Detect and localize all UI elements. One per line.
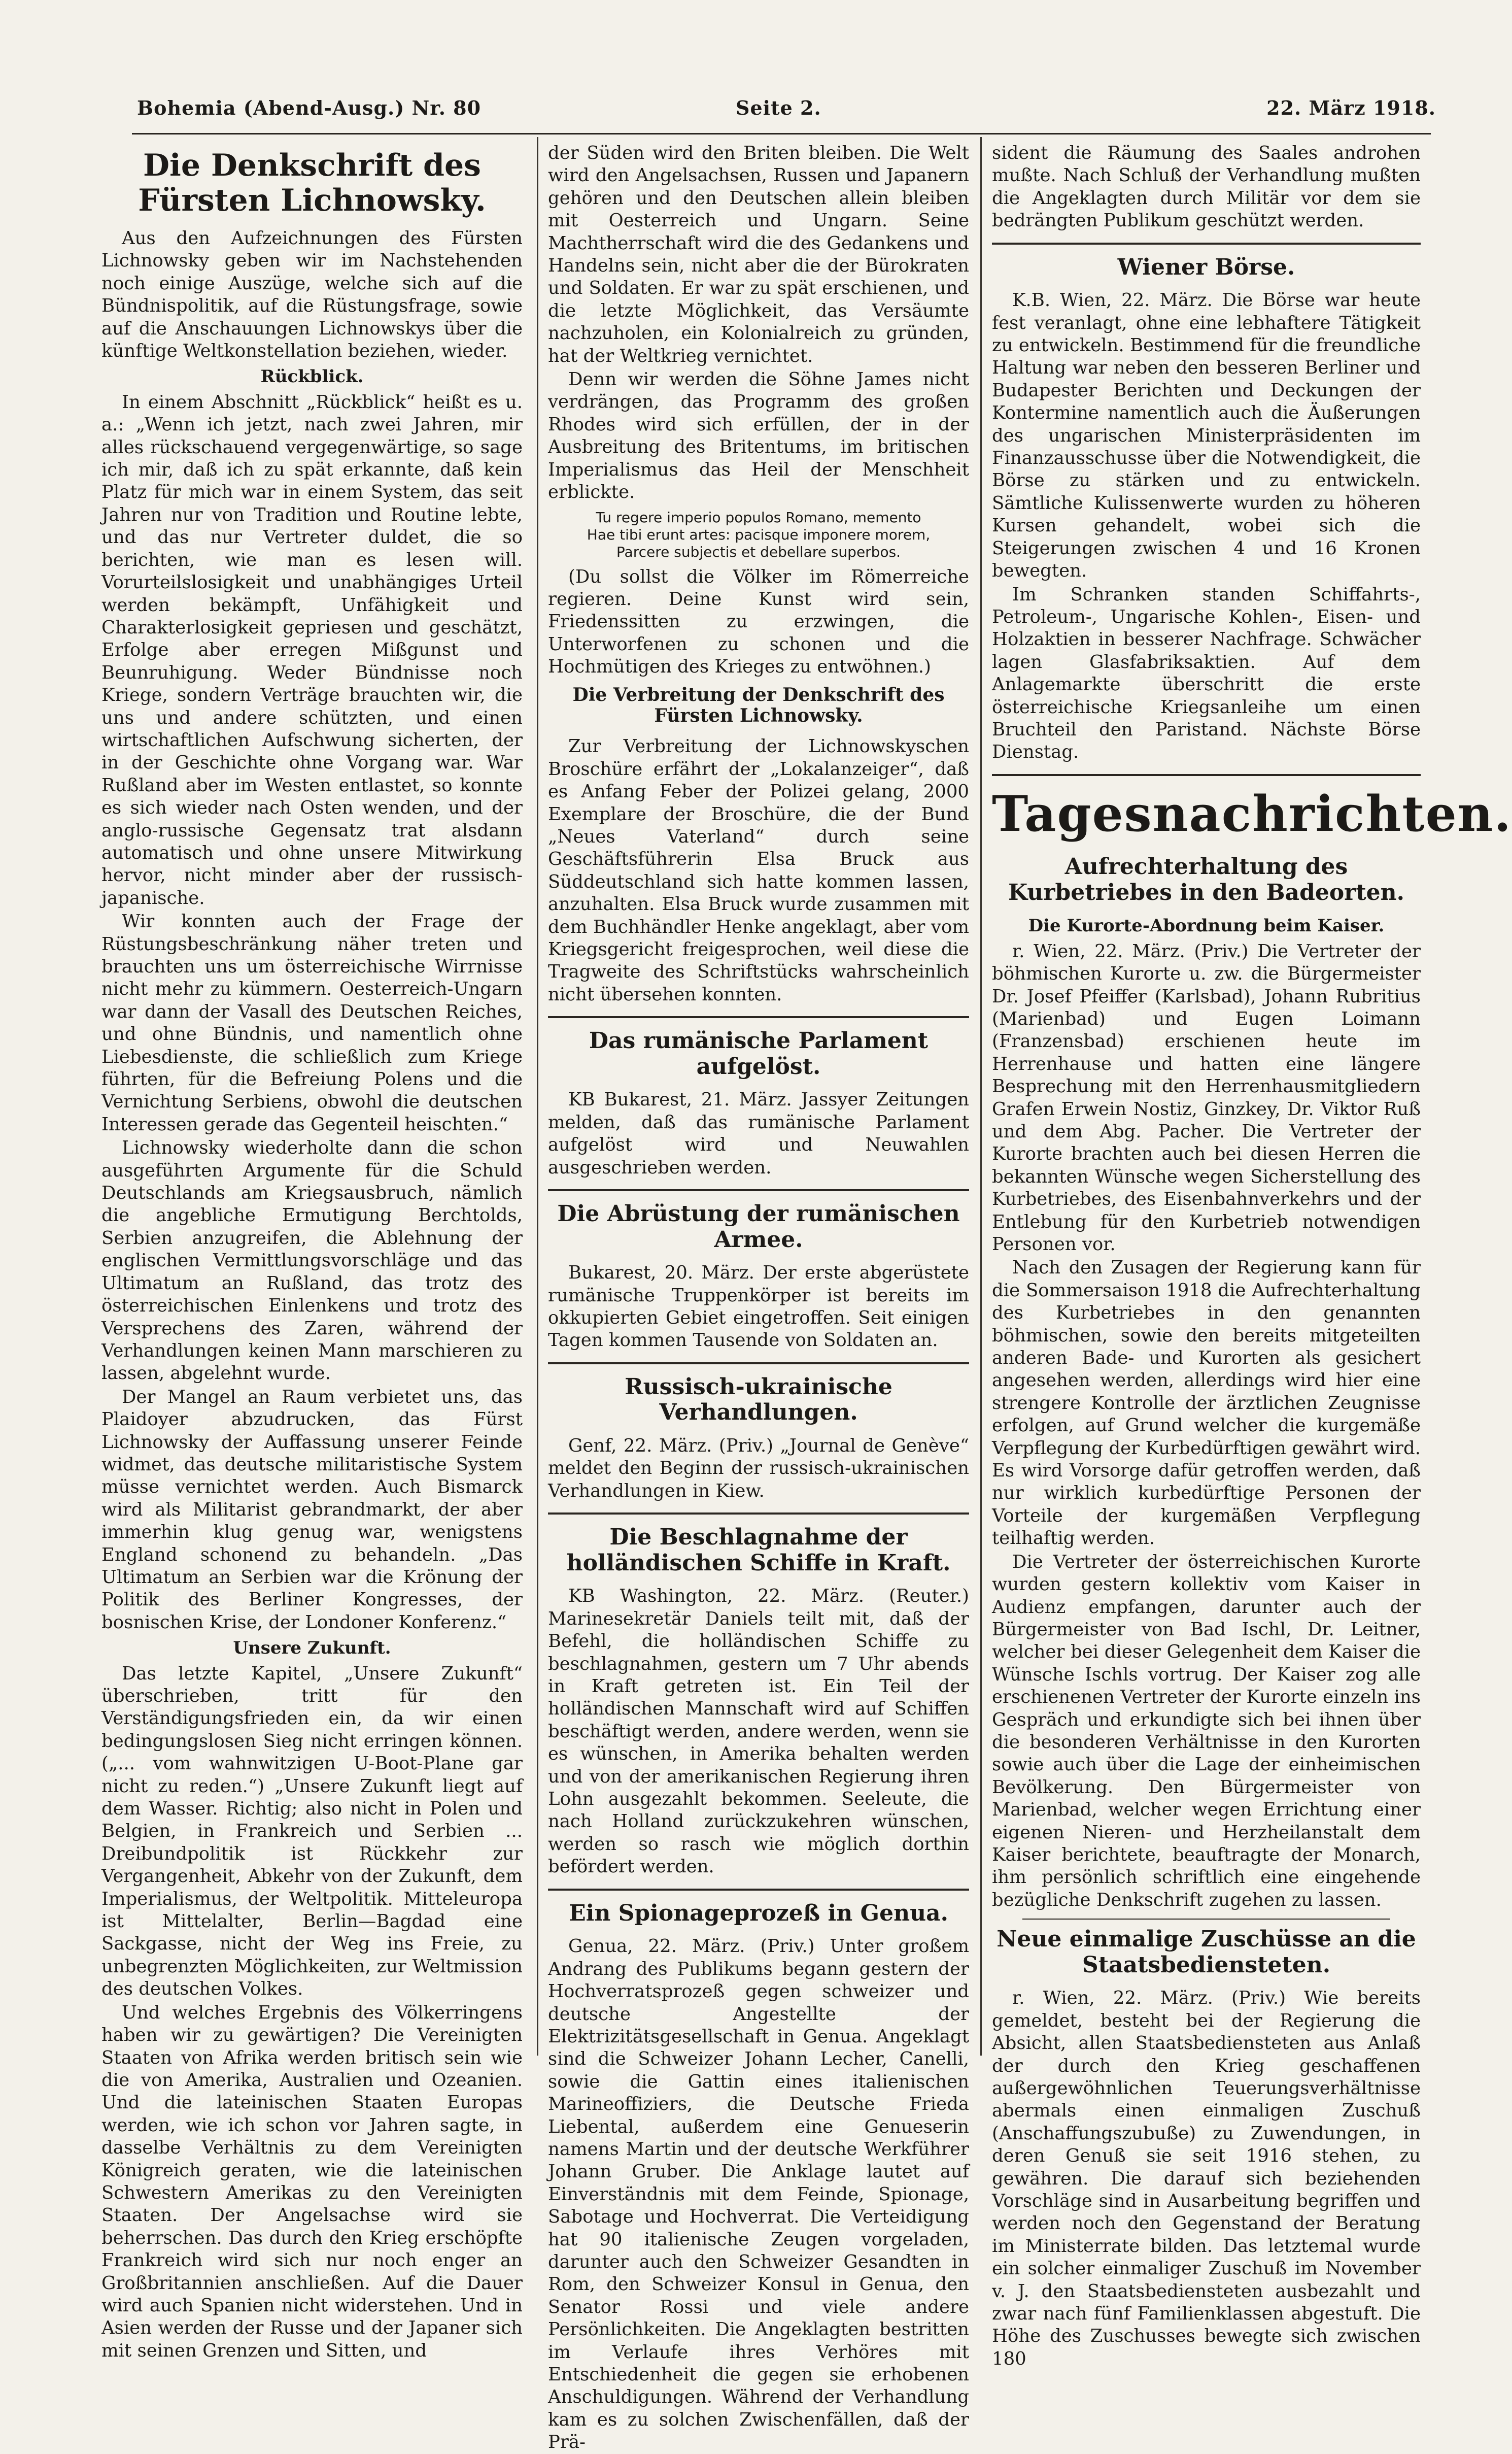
paragraph: Genf, 22. März. (Priv.) „Journal de Genève“ meldet den Beginn der russisch-ukrainischen Verhandlungen in Kiew.	[548, 1435, 969, 1501]
article-title-lichnowsky: Die Denkschrift des Fürsten Lichnowsky.	[138, 148, 486, 218]
paragraph: Der Mangel an Raum verbietet uns, das Plaidoyer abzudrucken, das Fürst Lichnowsky der Auffassung unserer Feinde widmet, das deutsche militaristische System müsse vernichtet werden. Auch Bismarck wird als Militarist gebrandmarkt, der aber immerhin klug genug war, wenigstens England schonend zu behandeln. „Das Ultimatum an Serbien war die Krönung der Politik des Berliner Kongresses, der bosnischen Krise, der Londoner Konferenz.“	[101, 1386, 523, 1633]
headline-parlament: Das rumänische Parlament aufgelöst.	[589, 1028, 929, 1080]
headline-zuschuesse: Neue einmalige Zuschüsse an die Staatsbediensteten.	[996, 1926, 1416, 1978]
header-rule	[132, 133, 1431, 135]
article-separator	[548, 1889, 969, 1891]
article-separator	[548, 1189, 969, 1191]
subheading-rueckblick: Rückblick.	[260, 366, 364, 387]
headline-boerse: Wiener Börse.	[1117, 254, 1295, 280]
paragraph: Zur Verbreitung der Lichnowskyschen Broschüre erfährt der „Lokalanzeiger“, daß es Anfang Feber der Polizei gelang, 2000 Exemplare der Broschüre, die der Bund „Neues Vaterland“ durch seine Geschäftsführerin Elsa Bruck aus Süddeutschland sich hatte kommen lassen, anzuhalten. Elsa Bruck wurde zusammen mit dem Buchhändler Henke angeklagt, aber vom Kriegsgericht freigesprochen, weil diese die Tragweite des Schriftstücks wahrscheinlich nicht übersehen konnten.	[548, 736, 969, 1005]
paragraph: (Du sollst die Völker im Römerreiche regieren. Deine Kunst wird sein, Friedenssitten zu erzwingen, die Unterworfenen zu schonen und die Hochmütigen des Krieges zu entwöhnen.)	[548, 566, 969, 678]
paragraph: r. Wien, 22. März. (Priv.) Wie bereits gemeldet, besteht bei der Regierung die Absicht, allen Staatsbediensteten aus Anlaß der durch den Krieg geschaffenen außergewöhnlichen Teuerungsverhältnisse abermals einen einmaligen Zuschuß (Anschaffungszubuße) zu Zuwendungen, in deren Genuß sie seit 1916 stehen, zu gewähren. Die darauf sich beziehenden Vorschläge sind in Ausarbeitung begriffen und werden noch den Gegenstand der Beratung im Ministerrate bilden. Das letztemal wurde ein solcher einmaliger Zuschuß im November v. J. den Staatsbediensteten ausbezahlt und zwar nach fünf Familienklassen abgestuft. Die Höhe des Zuschusses bewegte sich zwischen 180	[992, 1988, 1421, 2369]
headline-verhandlungen: Russisch-ukrainische Verhandlungen.	[625, 1373, 892, 1426]
paragraph: Denn wir werden die Söhne James nicht verdrängen, das Programm des großen Rhodes wird sich erfüllen, der in der Ausbreitung des Britentums, im britischen Imperialismus das Heil der Menschheit erblickte.	[548, 369, 969, 503]
article-separator	[992, 243, 1421, 245]
column-divider-2	[980, 137, 982, 2056]
headline-verbreitung: Die Verbreitung der Denkschrift des Fürsten Lichnowsky.	[572, 684, 945, 726]
headline-spionageprozess: Ein Spionageprozeß in Genua.	[569, 1900, 948, 1926]
column-1	[101, 142, 523, 2361]
paragraph: Nach den Zusagen der Regierung kann für die Sommersaison 1918 die Aufrechterhaltung des Kurbetriebes in den genannten böhmischen, sowie den bereits mitgeteilten anderen Bade- und Kurorten als gesichert angesehen werden, allerdings wird hier eine strengere Kontrolle der ärztlichen Zeugnisse erfolgen, auf Grund welcher die kurgemäße Verpflegung der Kurbedürftigen gewährt wird. Es wird Vorsorge dafür getroffen werden, daß nur wirklich kurbedürftige Personen der Vorteile der kurgemäßen Verpflegung teilhaftig werden.	[992, 1257, 1421, 1549]
issue-date: 22. März 1918.	[1266, 96, 1436, 119]
paragraph: Die Vertreter der österreichischen Kurorte wurden gestern kollektiv vom Kaiser in Audienz empfangen, darunter auch der Bürgermeister von Bad Ischl, Dr. Leitner, welcher bei dieser Gelegenheit dem Kaiser die Wünsche Ischls vortrug. Der Kaiser zog alle erschienenen Vertreter der Kurorte einzeln ins Gespräch und erkundigte sich bei ihnen über die besonderen Verhältnisse in den Kurorten sowie auch über die Lage der einheimischen Bevölkerung. Den Bürgermeister von Marienbad, welcher wegen Errichtung einer eigenen Nieren- und Herzheilanstalt dem Kaiser berichtete, beauftragte der Monarch, ihm persönlich schriftlich eine eingehende bezügliche Denkschrift zugehen zu lassen.	[992, 1551, 1421, 1910]
article-separator	[548, 1362, 969, 1364]
article-intro: Aus den Aufzeichnungen des Fürsten Lichnowsky geben wir im Nachstehenden noch einige Auszüge, welche sich auf die Bündnispolitik, auf die Rüstungsfrage, sowie auf die Anschauungen Lichnowskys über die künftige Weltkonstellation beziehen, wieder.	[101, 228, 523, 362]
paragraph: Wir konnten auch der Frage der Rüstungsbeschränkung näher treten und brauchten uns um österreichische Wirrnisse nicht mehr zu kümmern. Oesterreich-Ungarn war dann der Vasall des Deutschen Reiches, und ohne Bündnis, und namentlich ohne Liebesdienste, die schließlich zum Kriege führten, für die Befreiung Polens und die Vernichtung Serbiens, obwohl die deutschen Interessen gerade das Gegenteil heischten.“	[101, 911, 523, 1135]
latin-line: Hae tibi erunt artes: pacisque imponere morem,	[587, 526, 931, 543]
paragraph: sident die Räumung des Saales androhen mußte. Nach Schluß der Verhandlung mußten die Angeklagten durch Militär vor dem sie bedrängten Publikum geschützt werden.	[992, 143, 1421, 231]
column-3	[992, 142, 1512, 2369]
article-separator	[992, 774, 1421, 776]
subheading-zukunft: Unsere Zukunft.	[233, 1638, 391, 1659]
paragraph: In einem Abschnitt „Rückblick“ heißt es u. a.: „Wenn ich jetzt, nach zwei Jahren, mir alles rückschauend vergegenwärtige, so sage ich mir, daß ich zu spät erkannte, daß kein Platz für mich war in einem System, das seit Jahren nur von Tradition und Routine lebte, und das nur Vertreter duldet, die so berichten, wie man es lesen will. Vorurteilslosigkeit und unabhängiges Urteil werden bekämpft, Unfähigkeit und Charakterlosigkeit gepriesen und geschätzt, Erfolge aber erregen Mißgunst und Beunruhigung. Weder Bündnisse noch Kriege, sondern Verträge brauchten wir, die uns und andere schützten, und einen wirtschaftlichen Aufschwung sicherten, der in der Geschichte ohne Vorgang war. War Rußland aber im Westen entlastet, so konnte es sich wieder nach Osten wenden, und der anglo-russische Gegensatz trat alsdann automatisch und ohne unsere Mitwirkung hervor, nicht minder aber der russisch-japanische.	[101, 391, 523, 909]
paragraph: Das letzte Kapitel, „Unsere Zukunft“ überschrieben, tritt für den Verständigungsfrieden ein, da wir einen bedingungslosen Sieg nicht erringen können. („... vom wahnwitzigen U-Boot-Plane gar nicht zu reden.“) „Unsere Zukunft liegt auf dem Wasser. Richtig; also nicht in Polen und Belgien, in Frankreich und Serbien ... Dreibundpolitik ist Rückkehr zur Vergangenheit, Abkehr von der Zukunft, dem Imperialismus, der Weltpolitik. Mitteleuropa ist Mittelalter, Berlin—Bagdad eine Sackgasse, nicht der Weg ins Freie, zu unbegrenzten Möglichkeiten, zur Weltmission des deutschen Volkes.	[101, 1663, 523, 2000]
subheading-kurorte: Die Kurorte-Abordnung beim Kaiser.	[1028, 916, 1385, 936]
latin-quote	[548, 509, 969, 561]
headline-kurbetrieb: Aufrechterhaltung des Kurbetriebes in den Badeorten.	[1008, 854, 1404, 905]
page-header	[137, 91, 1436, 127]
paragraph: Und welches Ergebnis des Völkerringens haben wir zu gewärtigen? Die Vereinigten Staaten von Afrika werden britisch sein wie die von Amerika, Australien und Ozeanien. Und die lateinischen Staaten Europas werden, wie ich schon vor Jahren sagte, in dasselbe Verhältnis zu dem Vereinigten Königreich geraten, wie die lateinischen Schwestern Amerikas zu den Vereinigten Staaten. Der Angelsachse wird sie beherrschen. Das durch den Krieg erschöpfte Frankreich wird sich nur noch enger an Großbritannien anschließen. Auf die Dauer wird auch Spanien nicht widerstehen. Und in Asien werden der Russe und der Japaner sich mit seinen Grenzen und Sitten, und	[101, 2002, 523, 2361]
latin-line: Parcere subjectis et debellare superbos.	[616, 543, 901, 560]
paragraph: der Süden wird den Briten bleiben. Die Welt wird den Angelsachsen, Russen und Japanern gehören und den Deutschen allein bleiben mit Oesterreich und Ungarn. Seine Machtherrschaft wird die des Gedankens und Handelns sein, nicht aber die der Bürokraten und Soldaten. Er war zu spät erschienen, und die letzte Möglichkeit, das Versäumte nachzuholen, ein Kolonialreich zu gründen, hat der Weltkrieg vernichtet.	[548, 143, 969, 366]
column-2	[548, 142, 969, 2453]
paragraph: KB Bukarest, 21. März. Jassyer Zeitungen melden, daß das rumänische Parlament aufgelöst wird und Neuwahlen ausgeschrieben werden.	[548, 1089, 969, 1178]
latin-line: Tu regere imperio populos Romano, memento	[596, 509, 921, 526]
paragraph: Im Schranken standen Schiffahrts-, Petroleum-, Ungarische Kohlen-, Eisen- und Holzaktien in besserer Nachfrage. Schwächer lagen Glasfabriksaktien. Auf dem Anlagemarkte überschritt die erste österreichische Kriegsanleihe um einen Bruchteil den Paristand. Nächste Börse Dienstag.	[992, 584, 1421, 763]
paragraph: Genua, 22. März. (Priv.) Unter großem Andrang des Publikums begann gestern der Hochverratsprozeß gegen schweizer und deutsche Angestellte der Elektrizitätsgesellschaft in Genua. Angeklagt sind die Schweizer Johann Lecher, Canelli, sowie die Gattin eines italienischen Marineoffiziers, die Deutsche Frieda Liebental, außerdem eine Genueserin namens Martin und der deutsche Werkführer Johann Gruber. Die Anklage lautet auf Einverständnis mit dem Feinde, Spionage, Sabotage und Hochverrat. Die Verteidigung hat 90 italienische Zeugen vorgeladen, darunter auch den Schweizer Gesandten in Rom, den Schweizer Konsul in Genua, den Senator Rossi und viele andere Persönlichkeiten. Die Angeklagten bestritten im Verlaufe ihres Verhöres mit Entschiedenheit die gegen sie erhobenen Anschuldigungen. Während der Verhandlung kam es zu solchen Zwischenfällen, daß der Prä-	[548, 1936, 969, 2453]
column-divider-1	[537, 137, 538, 2056]
page-number: Seite 2.	[736, 96, 821, 119]
headline-abruestung: Die Abrüstung der rumänischen Armee.	[557, 1201, 960, 1253]
paragraph: K.B. Wien, 22. März. Die Börse war heute fest veranlagt, ohne eine lebhaftere Tätigkeit zu entwickeln. Bestimmend für die freundliche Haltung war neben den besseren Berliner und Budapester Berichten und Deckungen der Kontermine namentlich auch die Äußerungen des ungarischen Ministerpräsidenten im Finanzausschusse über die Notwendigkeit, die Börse zu stärken und zu entwickeln. Sämtliche Kulissenwerte wurden zu höheren Kursen gehandelt, wobei sich die Steigerungen zwischen 4 und 16 Kronen bewegten.	[992, 290, 1421, 582]
article-separator	[548, 1016, 969, 1018]
section-title-tagesnachrichten: Tagesnachrichten.	[992, 785, 1512, 843]
headline-beschlagnahme: Die Beschlagnahme der holländischen Schiffe in Kraft.	[566, 1524, 951, 1576]
masthead-issue: Bohemia (Abend-Ausg.) Nr. 80	[137, 96, 482, 119]
article-separator	[1022, 1919, 1390, 1920]
paragraph: r. Wien, 22. März. (Priv.) Die Vertreter der böhmischen Kurorte u. zw. die Bürgermeister Dr. Josef Pfeiffer (Karlsbad), Johann Rubritius (Marienbad) und Eugen Loimann (Franzensbad) erschienen heute im Herrenhause und hatten eine längere Besprechung mit den Herrenhausmitgliedern Grafen Erwein Nostiz, Ginzkey, Dr. Viktor Ruß und dem Abg. Pacher. Die Vertreter der Kurorte brachten auch bei diesen Herren die bekannten Wünsche wegen Sicherstellung des Kurbetriebes, des Eisenbahnverkehrs und der Entlebung für den Kurbetrieb notwendigen Personen vor.	[992, 940, 1421, 1255]
paragraph: Lichnowsky wiederholte dann die schon ausgeführten Argumente für die Schuld Deutschlands am Kriegsausbruch, nämlich die angebliche Ermutigung Berchtolds, Serbien anzugreifen, die Ablehnung der englischen Vermittlungsvorschläge und das Ultimatum an Rußland, das trotz des österreichischen Einlenkens und trotz des Versprechens des Zaren, während der Verhandlungen keinen Mann marschieren zu lassen, abgelehnt wurde.	[101, 1137, 523, 1384]
paragraph: Bukarest, 20. März. Der erste abgerüstete rumänische Truppenkörper ist bereits im okkupierten Gebiet eingetroffen. Seit einigen Tagen kommen Tausende von Soldaten an.	[548, 1262, 969, 1351]
article-separator	[548, 1512, 969, 1515]
paragraph: KB Washington, 22. März. (Reuter.) Marinesekretär Daniels teilt mit, daß der Befehl, die holländischen Schiffe zu beschlagnahmen, gestern um 7 Uhr abends in Kraft getreten ist. Ein Teil der holländischen Mannschaft wird auf Schiffen beschäftigt werden, andere werden, wenn sie es wünschen, in Amerika behalten werden und von der amerikanischen Regierung ihren Lohn ausgezahlt bekommen. Seeleute, die nach Holland zurückzukehren wünschen, werden so rasch wie möglich dorthin befördert werden.	[548, 1586, 969, 1877]
